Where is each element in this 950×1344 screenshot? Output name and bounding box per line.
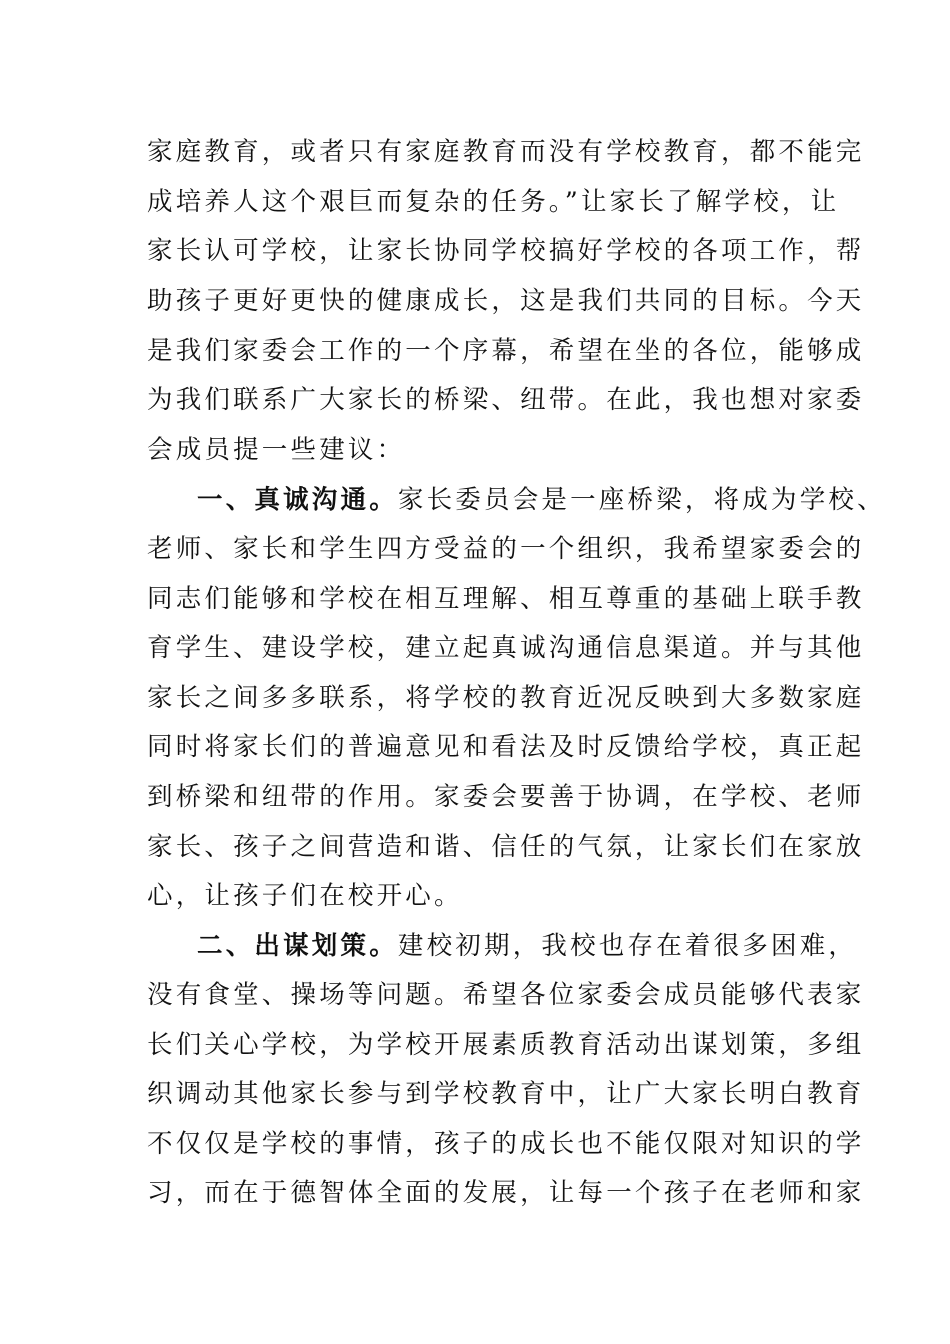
section-1-first-line xyxy=(197,476,886,525)
section-2-line-3: 长们关心学校，为学校开展素质教育活动出谋划策，多组 xyxy=(147,1030,865,1060)
paragraph-1-line-3: 家长认可学校，让家长协同学校搞好学校的各项工作，帮 xyxy=(147,236,865,266)
section-1-line-6: 同时将家长们的普遍意见和看法及时反馈给学校，真正起 xyxy=(147,732,865,762)
section-2-first-line-text: 建校初期，我校也存在着很多困难， xyxy=(397,931,858,961)
section-1-line-8: 家长、孩子之间营造和谐、信任的气氛，让家长们在家放 xyxy=(147,832,865,862)
section-2-line-2: 没有食堂、操场等问题。希望各位家委会成员能够代表家 xyxy=(147,980,865,1010)
section-2-first-line xyxy=(197,922,857,971)
paragraph-1-line-2: 成培养人这个艰巨而复杂的任务。”让家长了解学校，让 xyxy=(147,187,840,217)
section-1-line-3: 同志们能够和学校在相互理解、相互尊重的基础上联手教 xyxy=(147,584,865,614)
paragraph-1-line-6: 为我们联系广大家长的桥梁、纽带。在此，我也想对家委 xyxy=(147,385,865,415)
section-1-line-2: 老师、家长和学生四方受益的一个组织，我希望家委会的 xyxy=(147,534,865,564)
section-1-line-9: 心，让孩子们在校开心。 xyxy=(147,881,463,911)
section-2-line-4: 织调动其他家长参与到学校教育中，让广大家长明白教育 xyxy=(147,1079,865,1109)
section-2-line-6: 习，而在于德智体全面的发展，让每一个孩子在老师和家 xyxy=(147,1178,865,1208)
section-1-line-7: 到桥梁和纽带的作用。家委会要善于协调，在学校、老师 xyxy=(147,782,865,812)
section-1-first-line-text: 家长委员会是一座桥梁，将成为学校、 xyxy=(397,485,886,515)
paragraph-1-line-4: 助孩子更好更快的健康成长，这是我们共同的目标。今天 xyxy=(147,286,865,316)
section-1-heading: 一、真诚沟通。 xyxy=(197,485,398,515)
paragraph-1-line-1: 家庭教育，或者只有家庭教育而没有学校教育，都不能完 xyxy=(147,137,865,167)
paragraph-1-line-7: 会成员提一些建议： xyxy=(147,435,406,465)
section-1-line-5: 家长之间多多联系，将学校的教育近况反映到大多数家庭 xyxy=(147,683,865,713)
paragraph-1-line-5: 是我们家委会工作的一个序幕，希望在坐的各位，能够成 xyxy=(147,336,865,366)
section-2-heading: 二、出谋划策。 xyxy=(197,931,398,961)
section-2-line-5: 不仅仅是学校的事情，孩子的成长也不能仅限对知识的学 xyxy=(147,1129,865,1159)
section-1-line-4: 育学生、建设学校，建立起真诚沟通信息渠道。并与其他 xyxy=(147,633,865,663)
